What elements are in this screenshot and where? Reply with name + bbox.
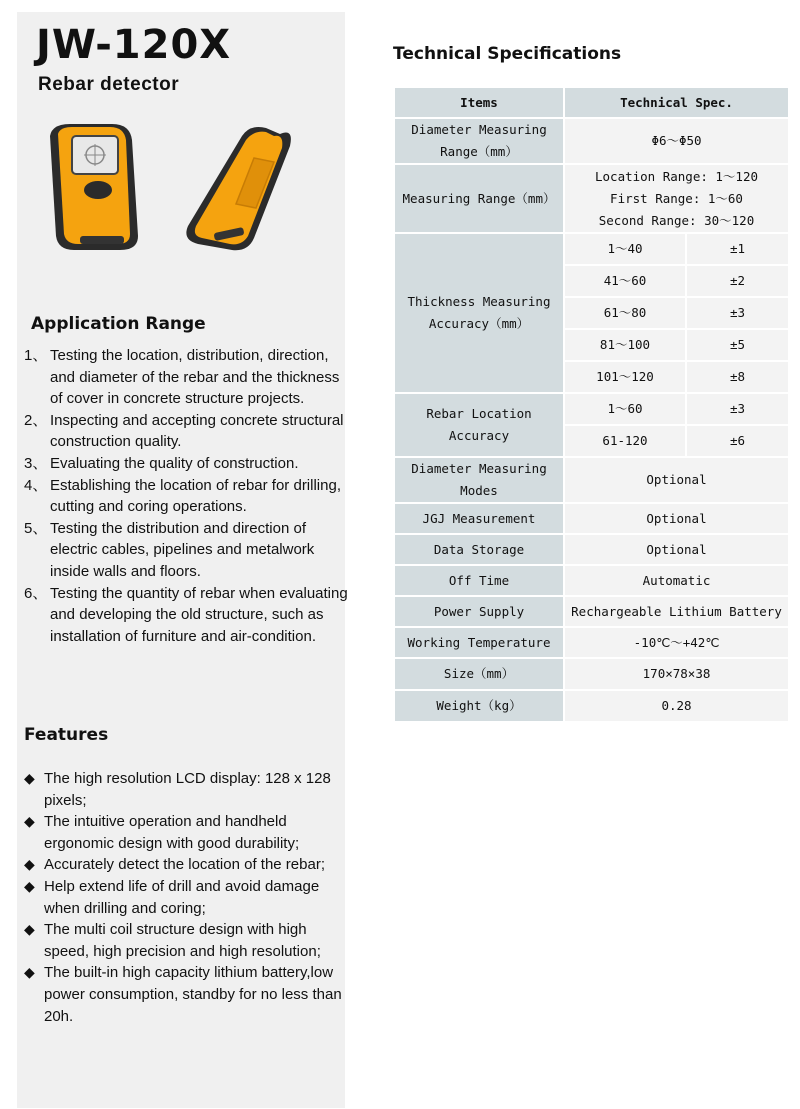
application-item bbox=[24, 518, 349, 583]
device-illustration bbox=[40, 118, 300, 258]
diamond-bullet-icon: ◆ bbox=[24, 877, 35, 894]
table-row bbox=[394, 627, 789, 658]
spec-value: 0.28 bbox=[564, 690, 789, 722]
feature-item bbox=[24, 962, 349, 1027]
accuracy-cell: ±3 bbox=[686, 393, 789, 425]
features-list bbox=[24, 768, 349, 1027]
spec-value: Rechargeable Lithium Battery bbox=[564, 596, 789, 627]
range-cell: 1～60 bbox=[564, 393, 686, 425]
diamond-bullet-icon: ◆ bbox=[24, 964, 35, 981]
measuring-range-line: First Range: 1～60 bbox=[610, 190, 743, 206]
spec-label: Off Time bbox=[394, 565, 564, 596]
spec-label: Size（mm） bbox=[394, 658, 564, 690]
range-cell: 61-120 bbox=[564, 425, 686, 457]
spec-value: Optional bbox=[564, 534, 789, 565]
application-range-heading: Application Range bbox=[31, 314, 206, 334]
application-item bbox=[24, 583, 349, 648]
feature-item bbox=[24, 768, 349, 811]
model-subtitle: Rebar detector bbox=[38, 74, 180, 95]
spec-label: Measuring Range（mm） bbox=[394, 164, 564, 233]
spec-label: Power Supply bbox=[394, 596, 564, 627]
table-row bbox=[394, 393, 789, 425]
application-item bbox=[24, 410, 349, 453]
range-cell: 41～60 bbox=[564, 265, 686, 297]
feature-item bbox=[24, 876, 349, 919]
spec-value: Optional bbox=[564, 503, 789, 534]
spec-label: Data Storage bbox=[394, 534, 564, 565]
item-number: 5、 bbox=[24, 519, 48, 537]
item-text: Testing the location, distribution, direction, and diameter of the rebar and the thickness of cover in concrete structure projects. bbox=[50, 347, 340, 408]
feature-text: The multi coil structure design with high speed, high precision and high resolution; bbox=[44, 921, 321, 960]
spec-label: Diameter Measuring Range（mm） bbox=[394, 118, 564, 164]
feature-text: The intuitive operation and handheld ergonomic design with good durability; bbox=[44, 813, 300, 852]
item-text: Inspecting and accepting concrete structural construction quality. bbox=[50, 411, 344, 451]
item-number: 3、 bbox=[24, 454, 48, 472]
accuracy-cell: ±5 bbox=[686, 329, 789, 361]
diamond-bullet-icon: ◆ bbox=[24, 921, 35, 938]
accuracy-cell: ±3 bbox=[686, 297, 789, 329]
spec-value: Φ6～Φ50 bbox=[564, 118, 789, 164]
accuracy-cell: ±6 bbox=[686, 425, 789, 457]
feature-item bbox=[24, 811, 349, 854]
item-text: Evaluating the quality of construction. bbox=[50, 454, 299, 472]
spec-column-header: Technical Spec. bbox=[564, 87, 789, 118]
feature-text: Accurately detect the location of the rebar; bbox=[44, 856, 325, 874]
range-cell: 61～80 bbox=[564, 297, 686, 329]
application-item bbox=[24, 453, 349, 475]
item-text: Testing the distribution and direction of electric cables, pipelines and metalwork inside walls and floors. bbox=[50, 519, 315, 580]
application-list bbox=[24, 345, 349, 647]
measuring-range-line: Second Range: 30～120 bbox=[598, 212, 755, 228]
table-row bbox=[394, 457, 789, 503]
range-cell: 1～40 bbox=[564, 233, 686, 265]
accuracy-cell: ±2 bbox=[686, 265, 789, 297]
spec-value: 170×78×38 bbox=[564, 658, 789, 690]
feature-item bbox=[24, 854, 349, 876]
table-row bbox=[394, 565, 789, 596]
feature-text: The high resolution LCD display: 128 x 128 pixels; bbox=[44, 770, 331, 809]
diamond-bullet-icon: ◆ bbox=[24, 813, 35, 830]
item-number: 1、 bbox=[24, 347, 48, 364]
items-column-header: Items bbox=[394, 87, 564, 118]
table-row bbox=[394, 658, 789, 690]
diamond-bullet-icon: ◆ bbox=[24, 856, 35, 873]
spec-label: JGJ Measurement bbox=[394, 503, 564, 534]
spec-label: Thickness Measuring Accuracy（mm） bbox=[394, 233, 564, 393]
table-row bbox=[394, 87, 789, 118]
accuracy-cell: ±8 bbox=[686, 361, 789, 393]
feature-text: Help extend life of drill and avoid damage when drilling and coring; bbox=[44, 877, 320, 917]
device-back-view bbox=[186, 127, 291, 250]
table-row bbox=[394, 164, 789, 233]
specs-table bbox=[393, 86, 790, 723]
application-item bbox=[24, 475, 349, 518]
table-row bbox=[394, 233, 789, 265]
application-item bbox=[24, 345, 349, 410]
accuracy-cell: ±1 bbox=[686, 233, 789, 265]
table-row bbox=[394, 118, 789, 164]
range-cell: 101～120 bbox=[564, 361, 686, 393]
spec-label: Rebar Location Accuracy bbox=[394, 393, 564, 457]
spec-value: Automatic bbox=[564, 565, 789, 596]
range-cell: 81～100 bbox=[564, 329, 686, 361]
table-row bbox=[394, 534, 789, 565]
table-row bbox=[394, 596, 789, 627]
spec-value: Optional bbox=[564, 457, 789, 503]
item-number: 6、 bbox=[24, 584, 48, 602]
measuring-range-line: Location Range: 1～120 bbox=[595, 168, 759, 184]
specs-heading: Technical Specifications bbox=[393, 44, 622, 64]
item-text: Establishing the location of rebar for drilling, cutting and coring operations. bbox=[50, 476, 341, 516]
item-number: 2、 bbox=[24, 411, 48, 429]
item-number: 4、 bbox=[24, 476, 48, 494]
features-heading: Features bbox=[24, 725, 109, 745]
device-front-view bbox=[50, 124, 138, 250]
feature-text: The built-in high capacity lithium battery,low power consumption, standby for no less than 20h. bbox=[44, 964, 342, 1025]
spec-label: Weight（kg） bbox=[394, 690, 564, 722]
table-row bbox=[394, 503, 789, 534]
model-title: JW-120X bbox=[36, 22, 232, 68]
feature-item bbox=[24, 919, 349, 962]
item-text: Testing the quantity of rebar when evaluating and developing the old structure, such as installation of furniture and air-condition. bbox=[50, 584, 348, 645]
table-row bbox=[394, 690, 789, 722]
spec-value: -10℃～+42℃ bbox=[564, 627, 789, 658]
spec-label: Working Temperature bbox=[394, 627, 564, 658]
spec-value bbox=[564, 164, 789, 233]
spec-label: Diameter Measuring Modes bbox=[394, 457, 564, 503]
diamond-bullet-icon: ◆ bbox=[24, 770, 35, 786]
